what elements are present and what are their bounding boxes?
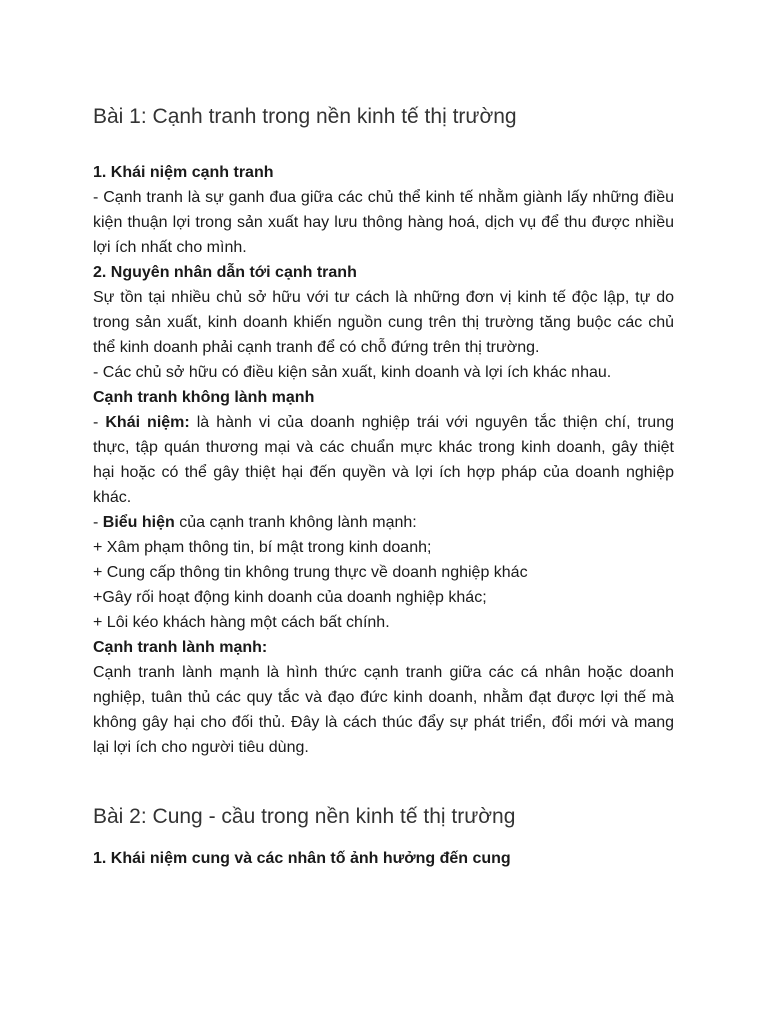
- unfair-expression: [93, 510, 674, 535]
- lesson1-title: Bài 1: Cạnh tranh trong nền kinh tế thị trường: [93, 105, 517, 128]
- lesson1-section2-text: Sự tồn tại nhiều chủ sở hữu với tư cách là những đơn vị kinh tế độc lập, tự do trong sản xuất, kinh doanh khiến nguồn cung trên thị trường tăng buộc các chủ thể kinh doanh phải cạnh tranh để có chỗ đứng trên thị trường.: [93, 289, 674, 356]
- lesson1-section1-heading: 1. Khái niệm cạnh tranh: [93, 164, 274, 181]
- lesson1-section2-heading: 2. Nguyên nhân dẫn tới cạnh tranh: [93, 264, 357, 281]
- unfair-definition-prefix: -: [93, 414, 106, 431]
- list-item: + Cung cấp thông tin không trung thực về doanh nghiệp khác: [93, 564, 528, 581]
- fair-competition-heading: Cạnh tranh lành mạnh:: [93, 639, 268, 656]
- list-item: + Lôi kéo khách hàng một cách bất chính.: [93, 614, 390, 631]
- unfair-expression-prefix: -: [93, 514, 103, 531]
- unfair-definition-label: Khái niệm:: [105, 414, 190, 431]
- list-item: +Gây rối hoạt động kinh doanh của doanh nghiệp khác;: [93, 589, 487, 606]
- unfair-expression-text: của cạnh tranh không lành mạnh:: [174, 514, 417, 531]
- unfair-definition: [93, 410, 674, 510]
- list-item: + Xâm phạm thông tin, bí mật trong kinh doanh;: [93, 539, 432, 556]
- unfair-expression-label: Biểu hiện: [102, 514, 175, 531]
- unfair-competition-heading: Cạnh tranh không lành mạnh: [93, 389, 315, 406]
- lesson2-section1-heading: 1. Khái niệm cung và các nhân tố ảnh hưởng đến cung: [93, 850, 511, 867]
- lesson2-title: Bài 2: Cung - cầu trong nền kinh tế thị trường: [93, 805, 516, 828]
- fair-competition-text: Cạnh tranh lành mạnh là hình thức cạnh tranh giữa các cá nhân hoặc doanh nghiệp, tuân thủ các quy tắc và đạo đức kinh doanh, nhằm đạt được lợi thế mà không gây hại cho đối thủ. Đây là cách thúc đẩy sự phát triển, đổi mới và mang lại lợi ích cho người tiêu dùng.: [93, 664, 674, 756]
- document-content: [93, 104, 674, 871]
- lesson1-section1-text: - Cạnh tranh là sự ganh đua giữa các chủ thể kinh tế nhằm giành lấy những điều kiện thuận lợi trong sản xuất hay lưu thông hàng hoá, dịch vụ để thu được nhiều lợi ích nhất cho mình.: [93, 189, 674, 256]
- unfair-definition-text: là hành vi của doanh nghiệp trái với nguyên tắc thiện chí, trung thực, tập quán thương mại và các chuẩn mực khác trong kinh doanh, gây thiệt hại hoặc có thể gây thiệt hại đến quyền và lợi ích hợp pháp của doanh nghiệp khác.: [93, 414, 674, 506]
- lesson1-section2-text2: - Các chủ sở hữu có điều kiện sản xuất, kinh doanh và lợi ích khác nhau.: [93, 364, 612, 381]
